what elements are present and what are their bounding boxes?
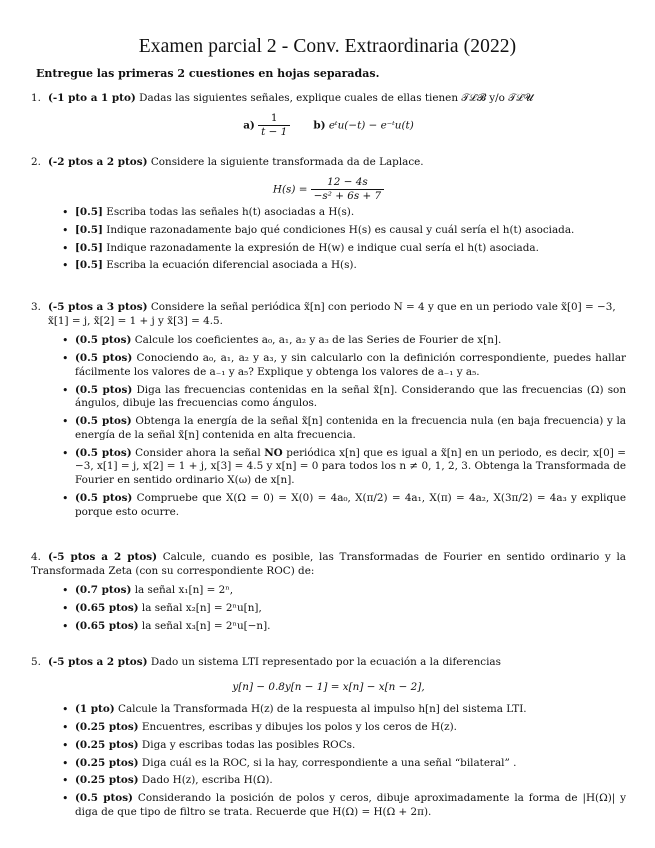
question-4	[31, 551, 626, 638]
item-points: [0.5]	[75, 206, 103, 219]
item-points: [0.5]	[75, 223, 103, 236]
question-4-bullets	[31, 584, 626, 633]
list-item	[75, 774, 626, 788]
question-number: 2.	[31, 156, 41, 168]
signal-a-numerator: 1	[258, 113, 290, 126]
question-3-bullets	[31, 334, 626, 519]
list-item	[75, 224, 626, 238]
item-text: Indique razonadamente la expresión de H(w) e indique cual sería el h(t) asociada.	[106, 241, 539, 254]
item-text: Diga las frecuencias contenidas en la señal x̃[n]. Considerando que las frecuencias (Ω) son ángulos, dibuje las frecuencias como ángulos.	[75, 383, 627, 410]
question-number: 4.	[31, 551, 41, 563]
list-item	[75, 721, 626, 735]
list-item	[75, 447, 626, 488]
equation-fraction	[311, 177, 384, 202]
item-text: Indique razonadamente bajo qué condiciones H(s) es causal y cuál sería el h(t) asociada.	[106, 223, 575, 236]
item-points: (0.65 ptos)	[75, 602, 139, 615]
item-points: (0.65 ptos)	[75, 619, 139, 632]
list-item	[75, 757, 626, 771]
item-text: Encuentres, escribas y dibujes los polos y los ceros de H(z).	[141, 721, 457, 734]
item-points: (0.25 ptos)	[75, 738, 139, 751]
list-item	[75, 334, 626, 348]
list-item	[75, 206, 626, 220]
item-text: la señal x₃[n] = 2ⁿu[−n].	[141, 619, 271, 632]
exam-title: Examen parcial 2 - Conv. Extraordinaria (2022)	[138, 36, 517, 57]
signal-a-label: a)	[243, 119, 255, 132]
signal-b-expression: eᵗu(−t) − e⁻ᵗu(t)	[328, 119, 414, 132]
question-points: (-5 ptos a 3 ptos)	[48, 301, 148, 313]
item-text: Diga cuál es la ROC, si la hay, correspondiente a una señal “bilateral” .	[141, 756, 517, 769]
item-text: la señal x₁[n] = 2ⁿ,	[134, 584, 234, 597]
list-item	[75, 415, 626, 442]
item-points: (0.5 ptos)	[75, 383, 133, 396]
item-text: Dado H(z), escriba H(Ω).	[141, 774, 273, 787]
item-emphasis: NO	[264, 446, 283, 459]
question-3	[31, 301, 626, 523]
item-text: Escriba todas las señales h(t) asociadas a H(s).	[106, 206, 355, 219]
question-3-statement	[31, 301, 626, 315]
signal-b-label: b)	[313, 119, 326, 132]
question-5-statement	[31, 656, 626, 670]
question-5-bullets	[31, 703, 626, 819]
question-2-bullets	[31, 206, 626, 273]
difference-equation: y[n] − 0.8y[n − 1] = x[n] − x[n − 2],	[232, 680, 425, 693]
laplace-equation	[31, 177, 626, 202]
equation-lhs: H(s) =	[272, 183, 308, 196]
item-points: [0.5]	[75, 241, 103, 254]
question-4-statement	[31, 551, 626, 578]
item-text: Compruebe que X(Ω = 0) = X(0) = 4a₀, X(π/2) = 4a₁, X(π) = 4a₂, X(3π/2) = 4a₃ y explique porque esto ocurre.	[75, 491, 626, 518]
equation-denominator: −s² + 6s + 7	[313, 189, 382, 202]
question-text: Dadas las siguientes señales, explique cuales de ellas tienen 𝒯ℒ𝓑 y/o 𝒯ℒ𝓤	[139, 92, 533, 104]
question-text: Considere la siguiente transformada da de Laplace.	[150, 156, 424, 168]
item-text: Consider ahora la señal	[135, 446, 265, 459]
item-text: Diga y escribas todas las posibles ROCs.	[141, 738, 356, 751]
item-points: (0.25 ptos)	[75, 774, 139, 787]
signal-a-denominator: t − 1	[261, 125, 288, 138]
question-5	[31, 656, 626, 824]
item-text: Calcule la Transformada H(z) de la respuesta al impulso h[n] del sistema LTI.	[118, 703, 527, 716]
item-points: (0.5 ptos)	[75, 792, 133, 805]
list-item	[75, 792, 626, 819]
item-points: (0.5 ptos)	[75, 491, 133, 504]
list-item	[75, 739, 626, 753]
question-2-statement	[31, 156, 626, 170]
question-1-signals	[31, 113, 626, 138]
item-points: (0.5 ptos)	[75, 446, 132, 459]
item-text: periódica x[n] que es igual a x̃[n] en un periodo, es decir, x[0] = −3, x[1] = j, x[2] = 1 + j, x[3] = 4.5 y x[n] = 0 para todos los n ≠ 0, 1, 2, 3. Obtenga la Transformada de Fourier en sentido ordinario X(ω) de x[n].	[75, 446, 626, 487]
item-points: [0.5]	[75, 259, 103, 272]
list-item	[75, 384, 626, 411]
list-item	[75, 584, 626, 598]
list-item	[75, 242, 626, 256]
question-1	[31, 92, 626, 142]
item-text: Obtenga la energía de la señal x̃[n] contenida en la frecuencia nula (en baja frecuencia) y la energía de la señal x̃[n] contenida en alta frecuencia.	[75, 415, 627, 441]
list-item	[75, 492, 626, 519]
signal-a-fraction	[258, 113, 290, 138]
question-text: Considere la señal periódica x̃[n] con periodo N = 4 y que en un periodo vale x̃[0] = −3,	[150, 301, 616, 313]
question-number: 3.	[31, 301, 41, 313]
item-points: (0.7 ptos)	[75, 584, 132, 597]
question-2	[31, 156, 626, 277]
item-points: (0.5 ptos)	[75, 352, 133, 365]
question-text: Dado un sistema LTI representado por la ecuación a la diferencias	[150, 656, 501, 668]
item-text: Escriba la ecuación diferencial asociada a H(s).	[106, 259, 357, 272]
question-number: 1.	[31, 92, 41, 104]
item-text: la señal x₂[n] = 2ⁿu[n],	[141, 602, 262, 615]
item-text: Conociendo a₀, a₁, a₂ y a₃, y sin calcularlo con la definición correspondiente, puedes hallar fácilmente los valores de a₋₁ y a₅? Explique y obtenga los valores de a₋₁ y a₅.	[75, 352, 626, 378]
list-item	[75, 620, 626, 634]
question-text: Calcule, cuando es posible, las Transformadas de Fourier en sentido ordinario y la Transformada Zeta (con su correspondiente ROC) de:	[31, 551, 626, 577]
list-item	[75, 259, 626, 273]
item-points: (0.25 ptos)	[75, 756, 139, 769]
item-text: Considerando la posición de polos y ceros, dibuje aproximadamente la forma de |H(Ω)| y diga de que tipo de filtro se trata. Recuerde que H(Ω) = H(Ω + 2π).	[75, 792, 627, 818]
list-item	[75, 602, 626, 616]
question-number: 5.	[31, 656, 41, 668]
question-points: (-1 pto a 1 pto)	[48, 92, 136, 104]
item-points: (0.25 ptos)	[75, 721, 139, 734]
list-item	[75, 703, 626, 717]
question-3-statement-cont: x̃[1] = j, x̃[2] = 1 + j y x̃[3] = 4.5.	[48, 314, 223, 327]
item-points: (1 pto)	[75, 703, 115, 716]
question-points: (-2 ptos a 2 ptos)	[48, 156, 148, 168]
exam-instruction: Entregue las primeras 2 cuestiones en hojas separadas.	[36, 67, 380, 80]
question-points: (-5 ptos a 2 ptos)	[48, 551, 158, 563]
question-1-statement	[31, 92, 626, 106]
item-text: Calcule los coeficientes a₀, a₁, a₂ y a₃ de las Series de Fourier de x[n].	[134, 334, 502, 347]
item-points: (0.5 ptos)	[75, 415, 132, 428]
item-points: (0.5 ptos)	[75, 334, 132, 347]
question-points: (-5 ptos a 2 ptos)	[48, 656, 148, 668]
equation-numerator: 12 − 4s	[311, 177, 384, 190]
list-item	[75, 352, 626, 379]
